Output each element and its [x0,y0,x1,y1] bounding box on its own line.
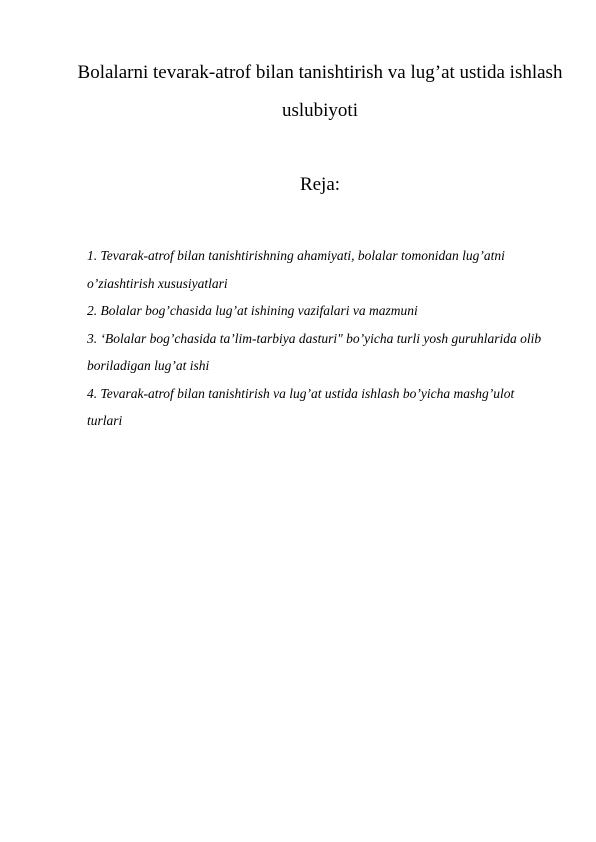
plan-list [87,242,547,435]
document-title: Bolalarni tevarak-atrof bilan tanishtirish va lug’at ustida ishlash uslubiyoti [77,62,563,121]
plan-item-3: 3. ‘Bolalar bog’chasida ta’lim-tarbiya dasturi" bo’yicha turli yosh guruhlarida olib boriladigan lug’at ishi [87,330,542,373]
plan-item-1: 1. Tevarak-atrof bilan tanishtirishning ahamiyati, bolalar tomonidan lug’atni o’ziashtirish xususiyatlari [87,248,505,291]
plan-item-4: 4. Tevarak-atrof bilan tanishtirish va lug’at ustida ishlash bo’yicha mashg’ulot turlari [87,385,515,428]
plan-item-2: 2. Bolalar bog’chasida lug’at ishining vazifalari va mazmuni [87,303,418,318]
plan-heading: Reja: [299,174,341,195]
